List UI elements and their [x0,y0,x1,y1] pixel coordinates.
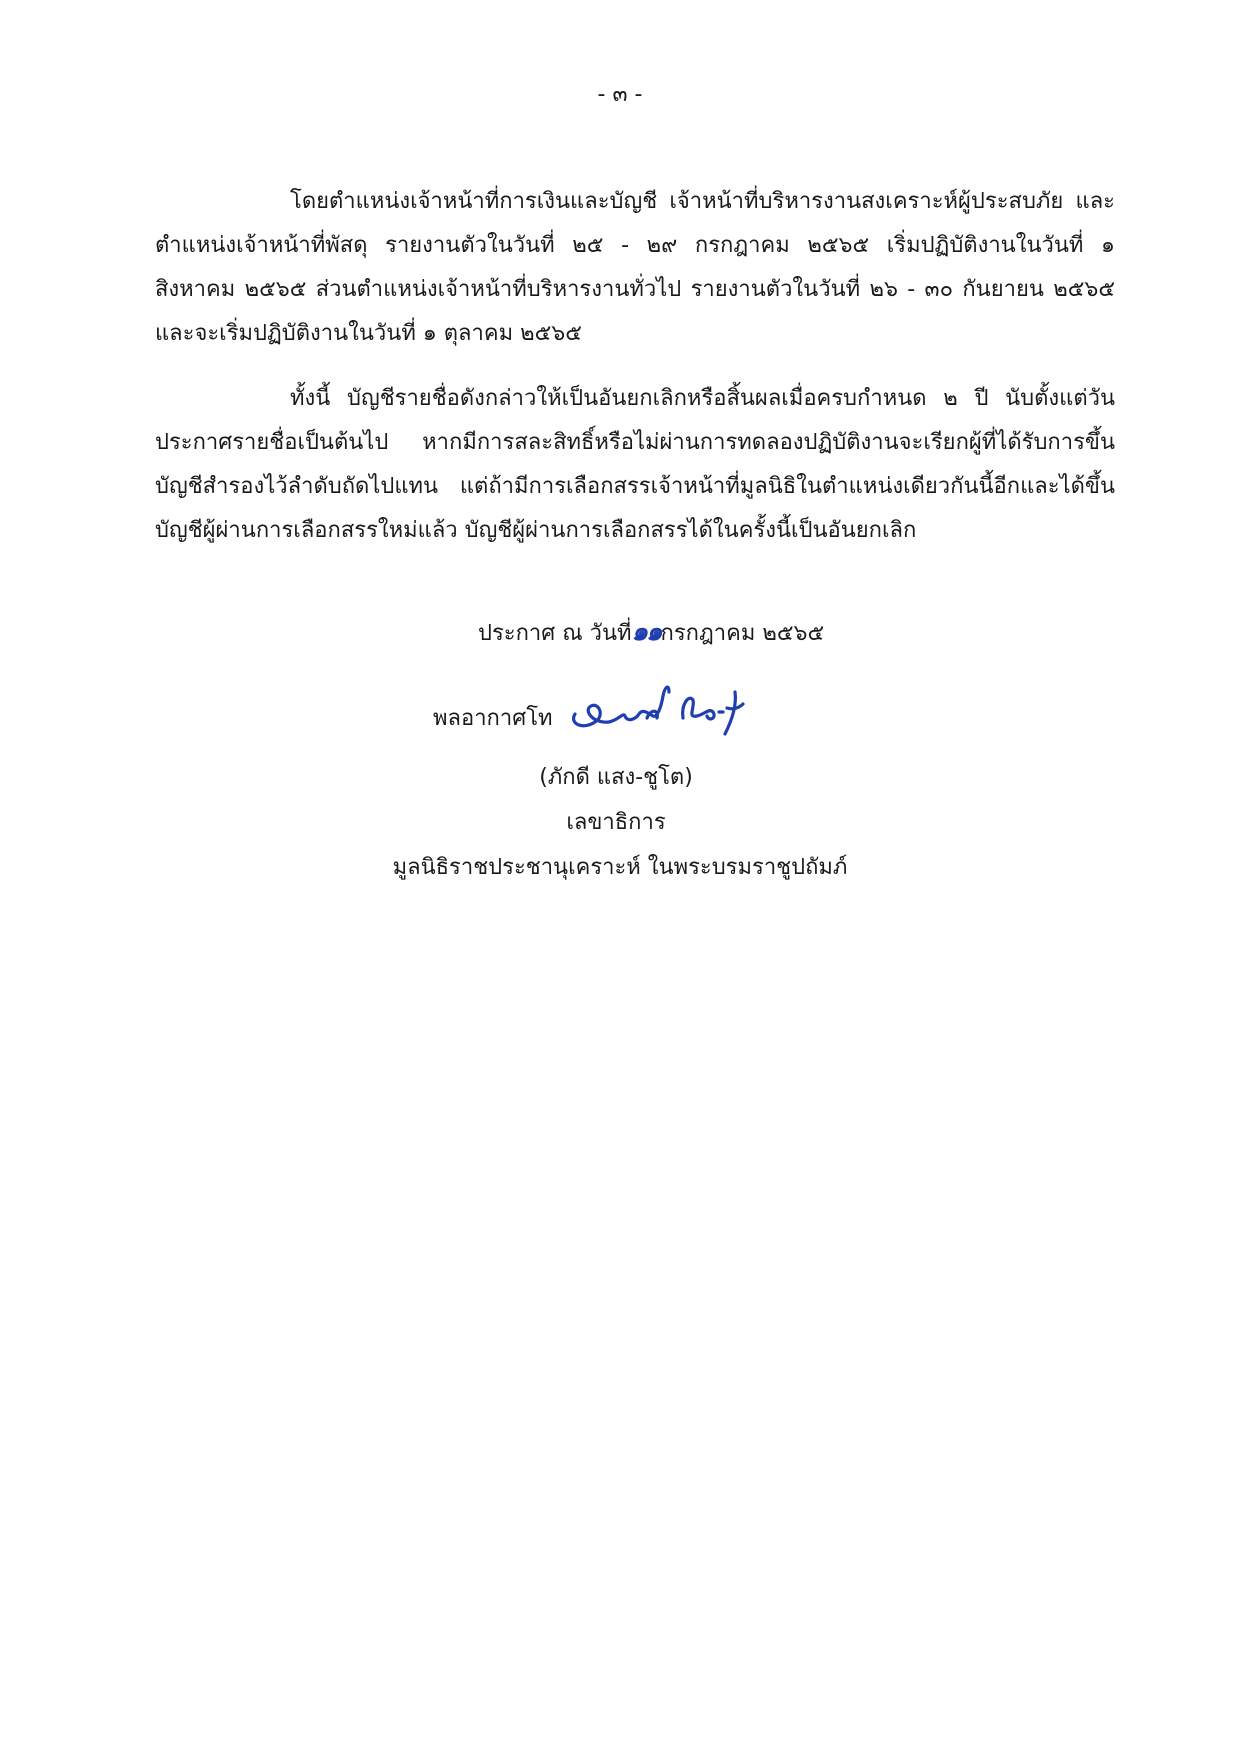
announcement-prefix: ประกาศ ณ วันที่ [478,621,632,646]
page-number: - ๓ - [597,82,643,107]
announcement-day-handwritten: ๑๑ [631,617,661,647]
paragraph-reporting-dates: โดยตำแหน่งเจ้าหน้าที่การเงินและบัญชี เจ้าหน้าที่บริหารงานสงเคราะห์ผู้ประสบภัย และตำแหน่งเจ้าหน้าที่พัสดุ รายงานตัวในวันที่ ๒๕ - ๒๙ กรกฎาคม ๒๕๖๕ เริ่มปฏิบัติงานในวันที่ ๑ สิงหาคม ๒๕๖๕ ส่วนตำแหน่งเจ้าหน้าที่บริหารงานทั่วไป รายงานตัวในวันที่ ๒๖ - ๓๐ กันยายน ๒๕๖๕ และจะเริ่มปฏิบัติงานในวันที่ ๑ ตุลาคม ๒๕๖๕ [155,189,1115,346]
signatory-rank: พลอากาศโท [433,706,553,731]
signatory-organization: มูลนิธิราชประชานุเคราะห์ ในพระบรมราชูปถัมภ์ [392,855,848,880]
announcement-month-year: กรกฎาคม ๒๕๖๕ [660,621,825,646]
signatory-name: (ภักดี แสง-ชูโต) [539,765,693,790]
paragraph-list-validity: ทั้งนี้ บัญชีรายชื่อดังกล่าวให้เป็นอันยกเลิกหรือสิ้นผลเมื่อครบกำหนด ๒ ปี นับตั้งแต่วันประกาศรายชื่อเป็นต้นไป หากมีการสละสิทธิ์หรือไม่ผ่านการทดลองปฏิบัติงานจะเรียกผู้ที่ได้รับการขึ้นบัญชีสำรองไว้ลำดับถัดไปแทน แต่ถ้ามีการเลือกสรรเจ้าหน้าที่มูลนิธิในตำแหน่งเดียวกันนี้อีกและได้ขึ้นบัญชีผู้ผ่านการเลือกสรรใหม่แล้ว บัญชีผู้ผ่านการเลือกสรรได้ในครั้งนี้เป็นอันยกเลิก [155,386,1115,543]
announcement-date-line [478,611,824,652]
signatory-title: เลขาธิการ [566,810,666,835]
handwritten-signature [565,678,765,738]
